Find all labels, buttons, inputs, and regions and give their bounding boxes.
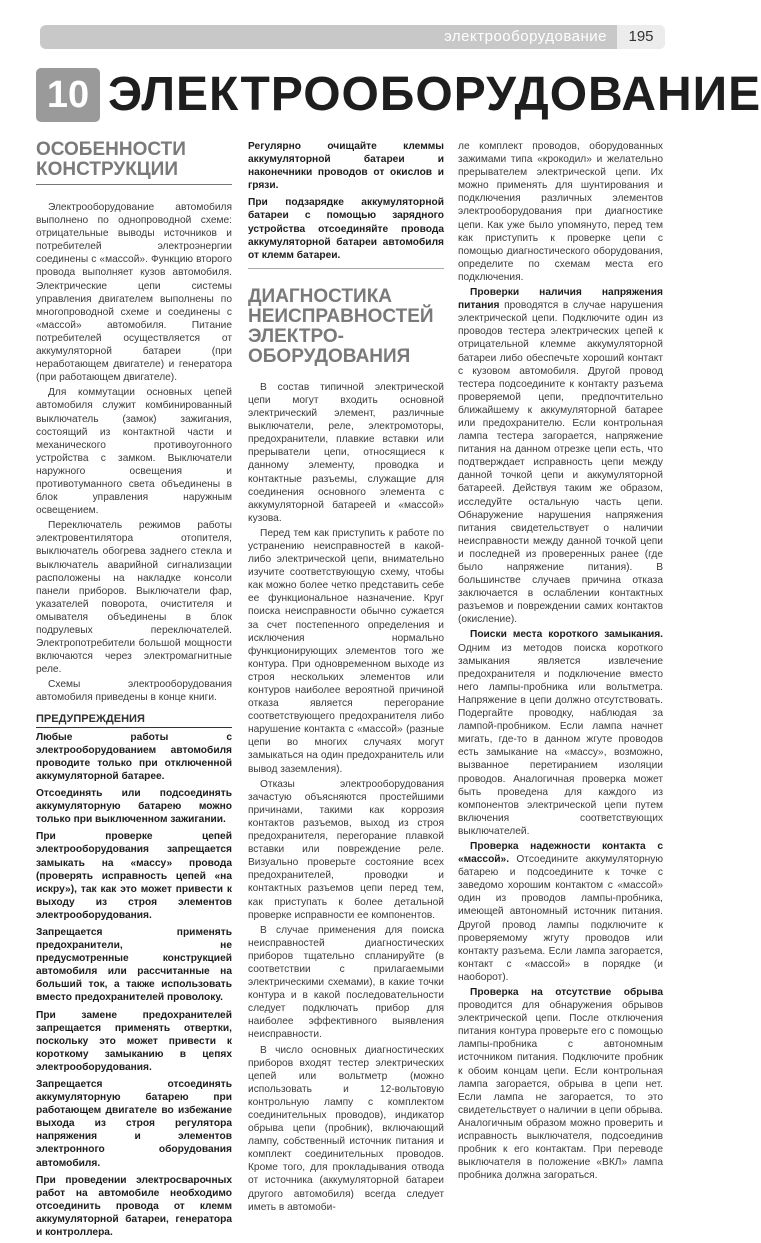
- divider: [248, 268, 444, 269]
- paragraph-block: [458, 628, 663, 838]
- paragraph-block: [458, 286, 663, 626]
- chapter-number-badge: 10: [36, 68, 100, 122]
- paragraph-text: проводятся в случае нарушения электрической цепи. Подключите один из проводов тестера электрических цепей к отрицательной клемме аккумуляторной батареи либо обеспечьте хороший контакт с кузовом автомобиля. Другой провод тестера подсоедините к контакту разъема проверяемой цепи, предпочтительно ближайшему к аккумуляторной батарее или предохранителю. Если контрольная лампа тестера загорается, напряжение питания на данном отрезке цепи есть, что подтверждает исправность цепи между данной точкой цепи и аккумуляторной батареей. Действуя таким же образом, исследуйте остальную часть цепи. Обнаружение нарушения напряжения питания свидетельствует о наличии неисправности между данной точкой цепи и последней из проверенных ранее (где было напряжение питания). В большинстве случаев причина отказа заключается в ослаблении контактных разъемов и повреждении самих контактов (окисление).: [458, 300, 663, 626]
- paragraph-text: проводится для обнаружения обрывов электрической цепи. После отключения питания контура проверьте его с помощью лампы-пробника с автономным источником питания. Подключите пробник к обоим концам цепи. Если контрольная лампа загорается, обрыва в цепи нет. Если лампа не загорается, то это свидетельствует о наличии в цепи обрыва. Аналогичным образом можно проверить и исправность выключателя, подсоединив пробник к его контактам. При переводе выключателя в положение «ВКЛ» лампа пробника должна загораться.: [458, 1000, 663, 1182]
- column-left: [36, 132, 232, 1243]
- paragraph: Электрооборудование автомобиля выполнено по однопроводной схеме: отрицательные выводы источников и потребителей электроэнергии соединены с «массой». Функцию второго провода выполняет кузов автомобиля. Электрические цепи системы управления двигателем выполнены по многопроводной схеме и соединены с «массой» автомобиля. Питание потребителей осуществляется от аккумуляторной батареи (при неработающем двигателе) и генератора (при работающем двигателе).: [36, 202, 232, 384]
- paragraph-lead: Поиски места короткого замыкания.: [470, 629, 663, 641]
- column-middle: [248, 140, 444, 1216]
- warning-item: При подзарядке аккумуляторной батареи с помощью зарядного устройства отсоединяйте провода аккумуляторной батареи автомобиля от клемм батареи.: [248, 197, 444, 261]
- warnings-heading: ПРЕДУПРЕЖДЕНИЯ: [36, 713, 232, 728]
- chapter-title: ЭЛЕКТРООБОРУДОВАНИЕ: [108, 68, 761, 121]
- paragraph: В состав типичной электрической цепи могут входить основной электрический элемент, различные выключатели, реле, электромоторы, предохранители, плавкие вставки или прерыватели цепи, относящиеся к данному элементу, проводка и контактные разъемы, служащие для соединения основного элемента с аккумуляторной батареей и «массой» кузова.: [248, 381, 444, 524]
- warning-item: Отсоединять или подсоединять аккумуляторную батарею можно только при выключенном зажигании.: [36, 788, 232, 826]
- warning-item: При замене предохранителей запрещается применять отвертки, поскольку это может привести к короткому замыканию в цепях электрооборудования.: [36, 1009, 232, 1073]
- page-number: 195: [617, 25, 665, 49]
- paragraph-lead: Проверка надежности контакта с «массой».: [458, 840, 663, 866]
- paragraph-block: [458, 840, 663, 984]
- paragraph-block: [458, 986, 663, 1182]
- paragraph-text: Одним из методов поиска короткого замыкания является извлечение предохранителя и подключение вместо него лампы-пробника или вольтметра. Напряжение в цепи должно отсутствовать. Подергайте проводку, наблюдая за лампой-пробником. Если лампа начнет мигать, где-то в данном жгуте проводов есть замыкание на «массу», возможно, вызванное перетиранием изоляции проводов. Аналогичная проверка может быть проведена для каждого из компонентов электрической цепи путем включения соответствующих выключателей.: [458, 642, 663, 837]
- running-header-section: электрооборудование: [444, 28, 607, 45]
- warning-item: При проведении электросварочных работ на автомобиле необходимо отсоединить провода от клемм аккумуляторной батареи, генератора и контроллера.: [36, 1174, 232, 1239]
- paragraph: Переключатель режимов работы электровентилятора отопителя, выключатель обогрева заднего стекла и выключатель аварийной сигнализации расположены на накладке консоли панели приборов. Выключатели фар, указателей поворота, очистителя и омывателя объединены в блок подрулевых переключателей. Электропотребители большой мощности включаются через электромагнитные реле.: [36, 520, 232, 676]
- paragraph-lead: Проверка на отсутствие обрыва: [470, 987, 663, 998]
- paragraph-text: Отсоедините аккумуляторную батарею и подсоедините к точке с заведомо хорошим контактом с «массой» один из проводов лампы-пробника, имеющей автономный источник питания. Другой провод лампы подключите к проверяемому жгуту проводов или контакту разъема. Если лампа загорается, контакт с «массой» в порядке (и наоборот).: [458, 854, 663, 983]
- column-right: [458, 140, 663, 1184]
- running-header: [40, 25, 665, 49]
- paragraph-lead: Проверки наличия напряжения питания: [458, 287, 663, 312]
- warning-item: Запрещается отсоединять аккумуляторную батарею при работающем двигателе во избежание выхода из строя регулятора напряжения и элементов электронного оборудования автомобиля.: [36, 1079, 232, 1169]
- section-heading-diagnostics: ДИАГНОСТИКА НЕИСПРАВНОСТЕЙ ЭЛЕКТРО- ОБОРУДОВАНИЯ: [248, 285, 434, 367]
- paragraph: Перед тем как приступить к работе по устранению неисправностей в какой-либо электрической цепи, внимательно изучите соответствующую схему, чтобы как можно более четко представить себе ее функциональное назначение. Круг поиска неисправности обычно сужается за счет постепенного определения и исключения нормально функционирующих элементов того же контура. При одновременном выходе из строя нескольких элементов или контуров наиболее вероятной причиной отказа является перегорание соответствующего предохранителя либо нарушение контакта с «массой» (разные цепи во многих случаях могут замыкаться на один предохранитель или вывод заземления).: [248, 527, 444, 775]
- paragraph: Схемы электрооборудования автомобиля приведены в конце книги.: [36, 679, 232, 704]
- section-heading-features: ОСОБЕННОСТИ КОНСТРУКЦИИ: [36, 140, 232, 185]
- warning-item: Регулярно очищайте клеммы аккумуляторной батареи и наконечники проводов от окислов и грязи.: [248, 141, 444, 192]
- paragraph: В число основных диагностических приборов входят тестер электрических цепей или вольтметр (можно использовать и 12-вольтовую контрольную лампу с комплектом соединительных проводов), индикатор обрыва цепи (пробник), включающий лампу, собственный источник питания и комплект соединительных проводов. Кроме того, для прокладывания отвода от источника (аккумуляторной батареи другого автомобиля) всегда следует иметь в автомоби-: [248, 1044, 444, 1213]
- paragraph: Для коммутации основных цепей автомобиля служит комбинированный выключатель (замок) зажигания, состоящий из контактной части и механического противоугонного устройства с замком. Выключатели наружного освещения и противотуманного света объединены в блок управления наружным освещением.: [36, 387, 232, 517]
- warning-item: При проверке цепей электрооборудования запрещается замыкать на «массу» провода (проверять исправность цепей «на искру»), так как это может привести к выходу из строя элементов электрооборудования.: [36, 831, 232, 921]
- paragraph: ле комплект проводов, оборудованных зажимами типа «крокодил» и желательно прерывателем электрической цепи. Их можно применять для шунтирования и подключения различных элементов электрооборудования при диагностике цепи. Как уже было упомянуто, перед тем как приступить к проверке цепи с помощью диагностического оборудования, определите по схемам места его подключения.: [458, 141, 663, 283]
- warning-item: Любые работы с электрооборудованием автомобиля проводите только при отключенной аккумуляторной батарее.: [36, 731, 232, 782]
- paragraph: В случае применения для поиска неисправностей диагностических приборов тщательно спланируйте (в соответствии с прилагаемыми электрическими схемами), в какие точки контура и в какой последовательности следует подключать прибор для наиболее эффективного выявления неисправности.: [248, 924, 444, 1041]
- warning-item: Запрещается применять предохранители, не предусмотренные конструкцией автомобиля или рассчитанные на больший ток, а также использовать вместо предохранителей проволоку.: [36, 926, 232, 1004]
- paragraph: Отказы электрооборудования зачастую объясняются простейшими причинами, такими как коррозия контактов разъемов, выход из строя предохранителя, перегорание плавкой вставки или повреждение реле. Визуально проверьте состояние всех предохранителей, проводки и контактных разъемов цепи перед тем, как приступать к более детальной проверке исправности ее компонентов.: [248, 778, 444, 921]
